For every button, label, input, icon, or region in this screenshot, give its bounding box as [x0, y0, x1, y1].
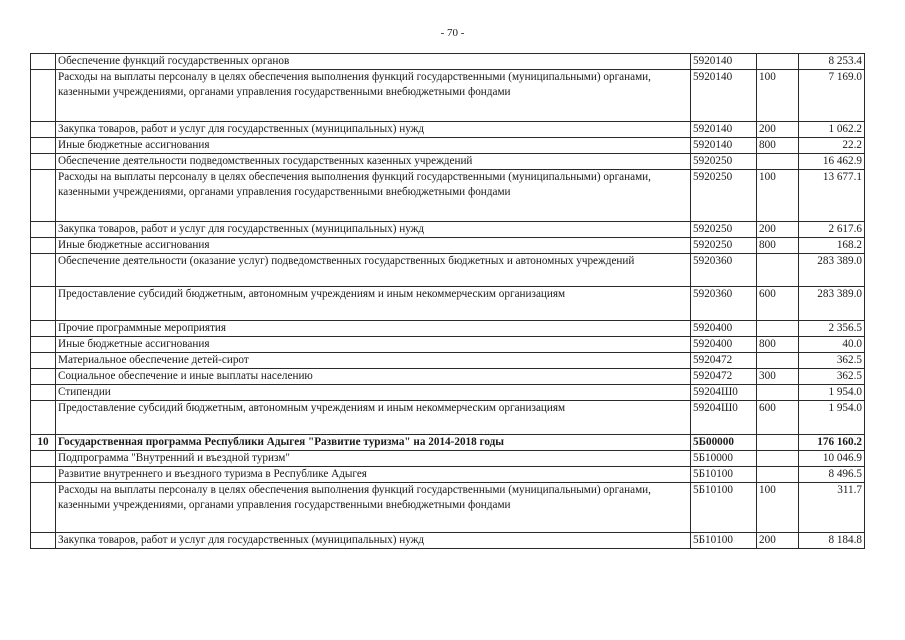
expense-type-cell: [757, 467, 799, 483]
target-code-cell: 5Б10100: [691, 467, 757, 483]
expense-name-cell: Прочие программные мероприятия: [56, 321, 691, 337]
page-number: - 70 -: [440, 27, 465, 39]
budget-table-body: [31, 54, 865, 549]
table-row: [31, 70, 865, 122]
table-row: [31, 353, 865, 369]
table-row: [31, 54, 865, 70]
target-code-cell: 5920140: [691, 138, 757, 154]
target-code-cell: 5920400: [691, 337, 757, 353]
expense-type-cell: [757, 254, 799, 287]
amount-cell: 362.5: [799, 369, 865, 385]
amount-cell: 8 184.8: [799, 533, 865, 549]
row-number-cell: [31, 170, 56, 222]
target-code-cell: 5920250: [691, 238, 757, 254]
table-row: [31, 321, 865, 337]
expense-type-cell: 200: [757, 122, 799, 138]
table-row: [31, 533, 865, 549]
expense-type-cell: [757, 353, 799, 369]
row-number-cell: [31, 254, 56, 287]
target-code-cell: 59204Ш0: [691, 401, 757, 435]
amount-cell: 362.5: [799, 353, 865, 369]
table-row: [31, 385, 865, 401]
row-number-cell: [31, 154, 56, 170]
row-number-cell: [31, 138, 56, 154]
expense-type-cell: [757, 435, 799, 451]
row-number-cell: [31, 385, 56, 401]
table-row: [31, 337, 865, 353]
row-number-cell: [31, 451, 56, 467]
expense-type-cell: 600: [757, 401, 799, 435]
expense-name-cell: Обеспечение функций государственных органов: [56, 54, 691, 70]
table-row: [31, 154, 865, 170]
expense-type-cell: [757, 321, 799, 337]
amount-cell: 311.7: [799, 483, 865, 533]
expense-type-cell: 800: [757, 138, 799, 154]
table-row: [31, 222, 865, 238]
expense-name-cell: Материальное обеспечение детей-сирот: [56, 353, 691, 369]
expense-type-cell: 100: [757, 170, 799, 222]
target-code-cell: 5Б10100: [691, 483, 757, 533]
table-row: [31, 287, 865, 321]
table-row: [31, 483, 865, 533]
expense-name-cell: Закупка товаров, работ и услуг для государственных (муниципальных) нужд: [56, 222, 691, 238]
amount-cell: 1 954.0: [799, 401, 865, 435]
expense-type-cell: [757, 54, 799, 70]
expense-type-cell: [757, 154, 799, 170]
table-row: [31, 467, 865, 483]
amount-cell: 283 389.0: [799, 287, 865, 321]
row-number-cell: [31, 122, 56, 138]
expense-type-cell: [757, 451, 799, 467]
expense-name-cell: Обеспечение деятельности (оказание услуг) подведомственных государственных бюджетных и автономных учреждений: [56, 254, 691, 287]
budget-table: [30, 53, 865, 549]
expense-name-cell: Подпрограмма "Внутренний и въездной туризм": [56, 451, 691, 467]
table-row: [31, 138, 865, 154]
row-number-cell: [31, 321, 56, 337]
row-number-cell: 10: [31, 435, 56, 451]
amount-cell: 8 253.4: [799, 54, 865, 70]
amount-cell: 7 169.0: [799, 70, 865, 122]
target-code-cell: 5920140: [691, 70, 757, 122]
expense-name-cell: Социальное обеспечение и иные выплаты населению: [56, 369, 691, 385]
row-number-cell: [31, 222, 56, 238]
expense-name-cell: Закупка товаров, работ и услуг для государственных (муниципальных) нужд: [56, 533, 691, 549]
table-row: [31, 170, 865, 222]
amount-cell: 1 954.0: [799, 385, 865, 401]
amount-cell: 2 617.6: [799, 222, 865, 238]
expense-type-cell: 800: [757, 238, 799, 254]
table-row: [31, 122, 865, 138]
expense-name-cell: Иные бюджетные ассигнования: [56, 138, 691, 154]
table-row: [31, 401, 865, 435]
target-code-cell: 5920472: [691, 353, 757, 369]
table-row: [31, 435, 865, 451]
table-row: [31, 254, 865, 287]
expense-name-cell: Предоставление субсидий бюджетным, автономным учреждениям и иным некоммерческим организациям: [56, 287, 691, 321]
expense-name-cell: Расходы на выплаты персоналу в целях обеспечения выполнения функций государственными (муниципальными) органами, казенными учреждениями, органами управления государственными внебюджетными фондами: [56, 170, 691, 222]
amount-cell: 8 496.5: [799, 467, 865, 483]
row-number-cell: [31, 238, 56, 254]
target-code-cell: 5Б00000: [691, 435, 757, 451]
amount-cell: 13 677.1: [799, 170, 865, 222]
target-code-cell: 5920472: [691, 369, 757, 385]
target-code-cell: 5920250: [691, 154, 757, 170]
expense-type-cell: 200: [757, 222, 799, 238]
target-code-cell: 5920250: [691, 170, 757, 222]
target-code-cell: 5920400: [691, 321, 757, 337]
target-code-cell: 5920140: [691, 122, 757, 138]
expense-name-cell: Государственная программа Республики Адыгея "Развитие туризма" на 2014-2018 годы: [56, 435, 691, 451]
target-code-cell: 5Б10000: [691, 451, 757, 467]
amount-cell: 176 160.2: [799, 435, 865, 451]
expense-name-cell: Развитие внутреннего и въездного туризма в Республике Адыгея: [56, 467, 691, 483]
row-number-cell: [31, 369, 56, 385]
expense-type-cell: 800: [757, 337, 799, 353]
target-code-cell: 5920360: [691, 287, 757, 321]
expense-type-cell: 100: [757, 70, 799, 122]
amount-cell: 168.2: [799, 238, 865, 254]
expense-name-cell: Стипендии: [56, 385, 691, 401]
row-number-cell: [31, 467, 56, 483]
row-number-cell: [31, 483, 56, 533]
row-number-cell: [31, 70, 56, 122]
amount-cell: 2 356.5: [799, 321, 865, 337]
expense-name-cell: Иные бюджетные ассигнования: [56, 238, 691, 254]
target-code-cell: 5920140: [691, 54, 757, 70]
row-number-cell: [31, 353, 56, 369]
expense-name-cell: Обеспечение деятельности подведомственных государственных казенных учреждений: [56, 154, 691, 170]
expense-name-cell: Расходы на выплаты персоналу в целях обеспечения выполнения функций государственными (муниципальными) органами, казенными учреждениями, органами управления государственными внебюджетными фондами: [56, 483, 691, 533]
table-row: [31, 238, 865, 254]
amount-cell: 40.0: [799, 337, 865, 353]
target-code-cell: 5Б10100: [691, 533, 757, 549]
amount-cell: 16 462.9: [799, 154, 865, 170]
row-number-cell: [31, 287, 56, 321]
target-code-cell: 5920250: [691, 222, 757, 238]
expense-name-cell: Предоставление субсидий бюджетным, автономным учреждениям и иным некоммерческим организациям: [56, 401, 691, 435]
amount-cell: 10 046.9: [799, 451, 865, 467]
row-number-cell: [31, 337, 56, 353]
row-number-cell: [31, 54, 56, 70]
expense-type-cell: 600: [757, 287, 799, 321]
target-code-cell: 5920360: [691, 254, 757, 287]
row-number-cell: [31, 533, 56, 549]
expense-type-cell: 300: [757, 369, 799, 385]
target-code-cell: 59204Ш0: [691, 385, 757, 401]
row-number-cell: [31, 401, 56, 435]
expense-name-cell: Закупка товаров, работ и услуг для государственных (муниципальных) нужд: [56, 122, 691, 138]
amount-cell: 283 389.0: [799, 254, 865, 287]
expense-name-cell: Расходы на выплаты персоналу в целях обеспечения выполнения функций государственными (муниципальными) органами, казенными учреждениями, органами управления государственными внебюджетными фондами: [56, 70, 691, 122]
expense-name-cell: Иные бюджетные ассигнования: [56, 337, 691, 353]
expense-type-cell: 100: [757, 483, 799, 533]
expense-type-cell: [757, 385, 799, 401]
table-row: [31, 369, 865, 385]
expense-type-cell: 200: [757, 533, 799, 549]
amount-cell: 22.2: [799, 138, 865, 154]
table-row: [31, 451, 865, 467]
amount-cell: 1 062.2: [799, 122, 865, 138]
